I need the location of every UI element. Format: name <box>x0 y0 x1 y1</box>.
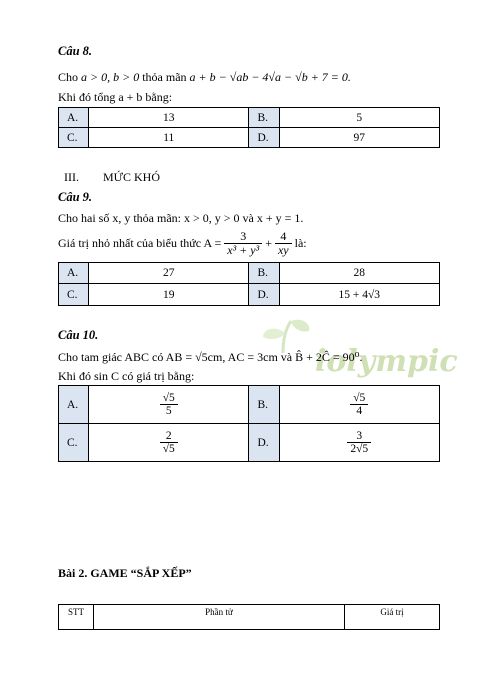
q9-fraction-2-denominator: xy <box>277 242 289 257</box>
q8-title: Câu 8. <box>58 44 93 58</box>
q10-statement: Cho tam giác ABC có AB = √5cm, AC = 3cm và B̂ + 2Ĉ = 90⁰. <box>58 350 363 364</box>
q8-option-d-label[interactable]: D. <box>249 128 279 148</box>
q8-option-c-value[interactable]: 11 <box>89 128 249 148</box>
q9-option-c-label[interactable]: C. <box>59 284 89 306</box>
q10-option-c-denominator: √5 <box>162 443 175 455</box>
q10-option-c-value[interactable] <box>89 424 249 462</box>
bai2-header-stt: STT <box>59 605 94 630</box>
q8-option-c-label[interactable]: C. <box>59 128 89 148</box>
q8-condition: a > 0, b > 0 <box>81 70 140 84</box>
q9-fraction-1 <box>224 230 262 256</box>
q9-option-a-value[interactable]: 27 <box>89 263 249 284</box>
q9-answer-table <box>58 262 440 306</box>
q9-fraction-1-numerator: 3 <box>224 230 262 244</box>
q8-question: Khi đó tổng a + b bằng: <box>58 90 173 104</box>
q8-option-d-value[interactable]: 97 <box>279 128 439 148</box>
q8-equation: a + b − √ab − 4√a − √b + 7 = 0. <box>189 70 351 84</box>
q8-option-a-label[interactable]: A. <box>59 108 89 128</box>
q9-fraction-2 <box>275 230 292 256</box>
bai2-title: Bài 2. GAME “SẮP XẾP” <box>58 566 192 580</box>
q9-fraction-2-numerator: 4 <box>275 230 292 244</box>
q10-option-b-value[interactable] <box>279 386 439 424</box>
q10-option-d-value[interactable] <box>279 424 439 462</box>
q8-answer-table <box>58 107 440 148</box>
q10-title: Câu 10. <box>58 328 99 342</box>
q10-question: Khi đó sin C có giá trị bằng: <box>58 369 195 383</box>
q10-option-a-numerator: √5 <box>160 392 178 405</box>
q10-option-c-numerator: 2 <box>160 430 178 443</box>
q9-option-d-label[interactable]: D. <box>249 284 279 306</box>
q9-statement: Cho hai số x, y thỏa mãn: x > 0, y > 0 và x + y = 1. <box>58 211 304 225</box>
q8-statement <box>58 70 351 85</box>
section-title: MỨC KHÓ <box>103 170 160 184</box>
q8-pre: Cho <box>58 70 82 84</box>
q8-mid: thỏa mãn <box>139 70 190 84</box>
leaf-watermark-icon <box>255 315 315 355</box>
q10-option-d-numerator: 3 <box>347 430 371 443</box>
q9-expression-pre: Giá trị nhỏ nhất của biểu thức A = <box>58 235 222 250</box>
section-number: III. <box>64 170 79 184</box>
q8-option-b-value[interactable]: 5 <box>279 108 439 128</box>
q9-expression <box>58 230 307 256</box>
watermark-text: iolympic <box>315 344 458 379</box>
q10-option-b-numerator: √5 <box>350 392 368 405</box>
q9-option-a-label[interactable]: A. <box>59 263 89 284</box>
q10-option-b-denominator: 4 <box>356 405 363 417</box>
q10-option-d-denominator: 2√5 <box>350 443 369 455</box>
q10-option-c-label[interactable]: C. <box>59 424 89 462</box>
q9-option-d-value[interactable]: 15 + 4√3 <box>279 284 439 306</box>
bai2-header-element: Phần tử <box>94 605 345 630</box>
q8-option-b-label[interactable]: B. <box>249 108 279 128</box>
q10-option-a-denominator: 5 <box>165 405 172 417</box>
q9-expression-post: là: <box>294 235 307 250</box>
q9-option-b-label[interactable]: B. <box>249 263 279 284</box>
q9-option-c-value[interactable]: 19 <box>89 284 249 306</box>
q10-option-a-value[interactable] <box>89 386 249 424</box>
q10-answer-table <box>58 385 440 462</box>
section-heading <box>64 170 160 185</box>
bai2-header-value: Giá trị <box>345 605 440 630</box>
q8-option-a-value[interactable]: 13 <box>89 108 249 128</box>
q10-option-a-label[interactable]: A. <box>59 386 89 424</box>
q10-option-b-label[interactable]: B. <box>249 386 279 424</box>
q9-fraction-1-denominator: x³ + y³ <box>227 242 260 257</box>
q10-option-d-label[interactable]: D. <box>249 424 279 462</box>
q9-title: Câu 9. <box>58 190 93 204</box>
q9-plus: + <box>265 235 272 250</box>
q9-option-b-value[interactable]: 28 <box>279 263 439 284</box>
bai2-table <box>58 604 440 630</box>
